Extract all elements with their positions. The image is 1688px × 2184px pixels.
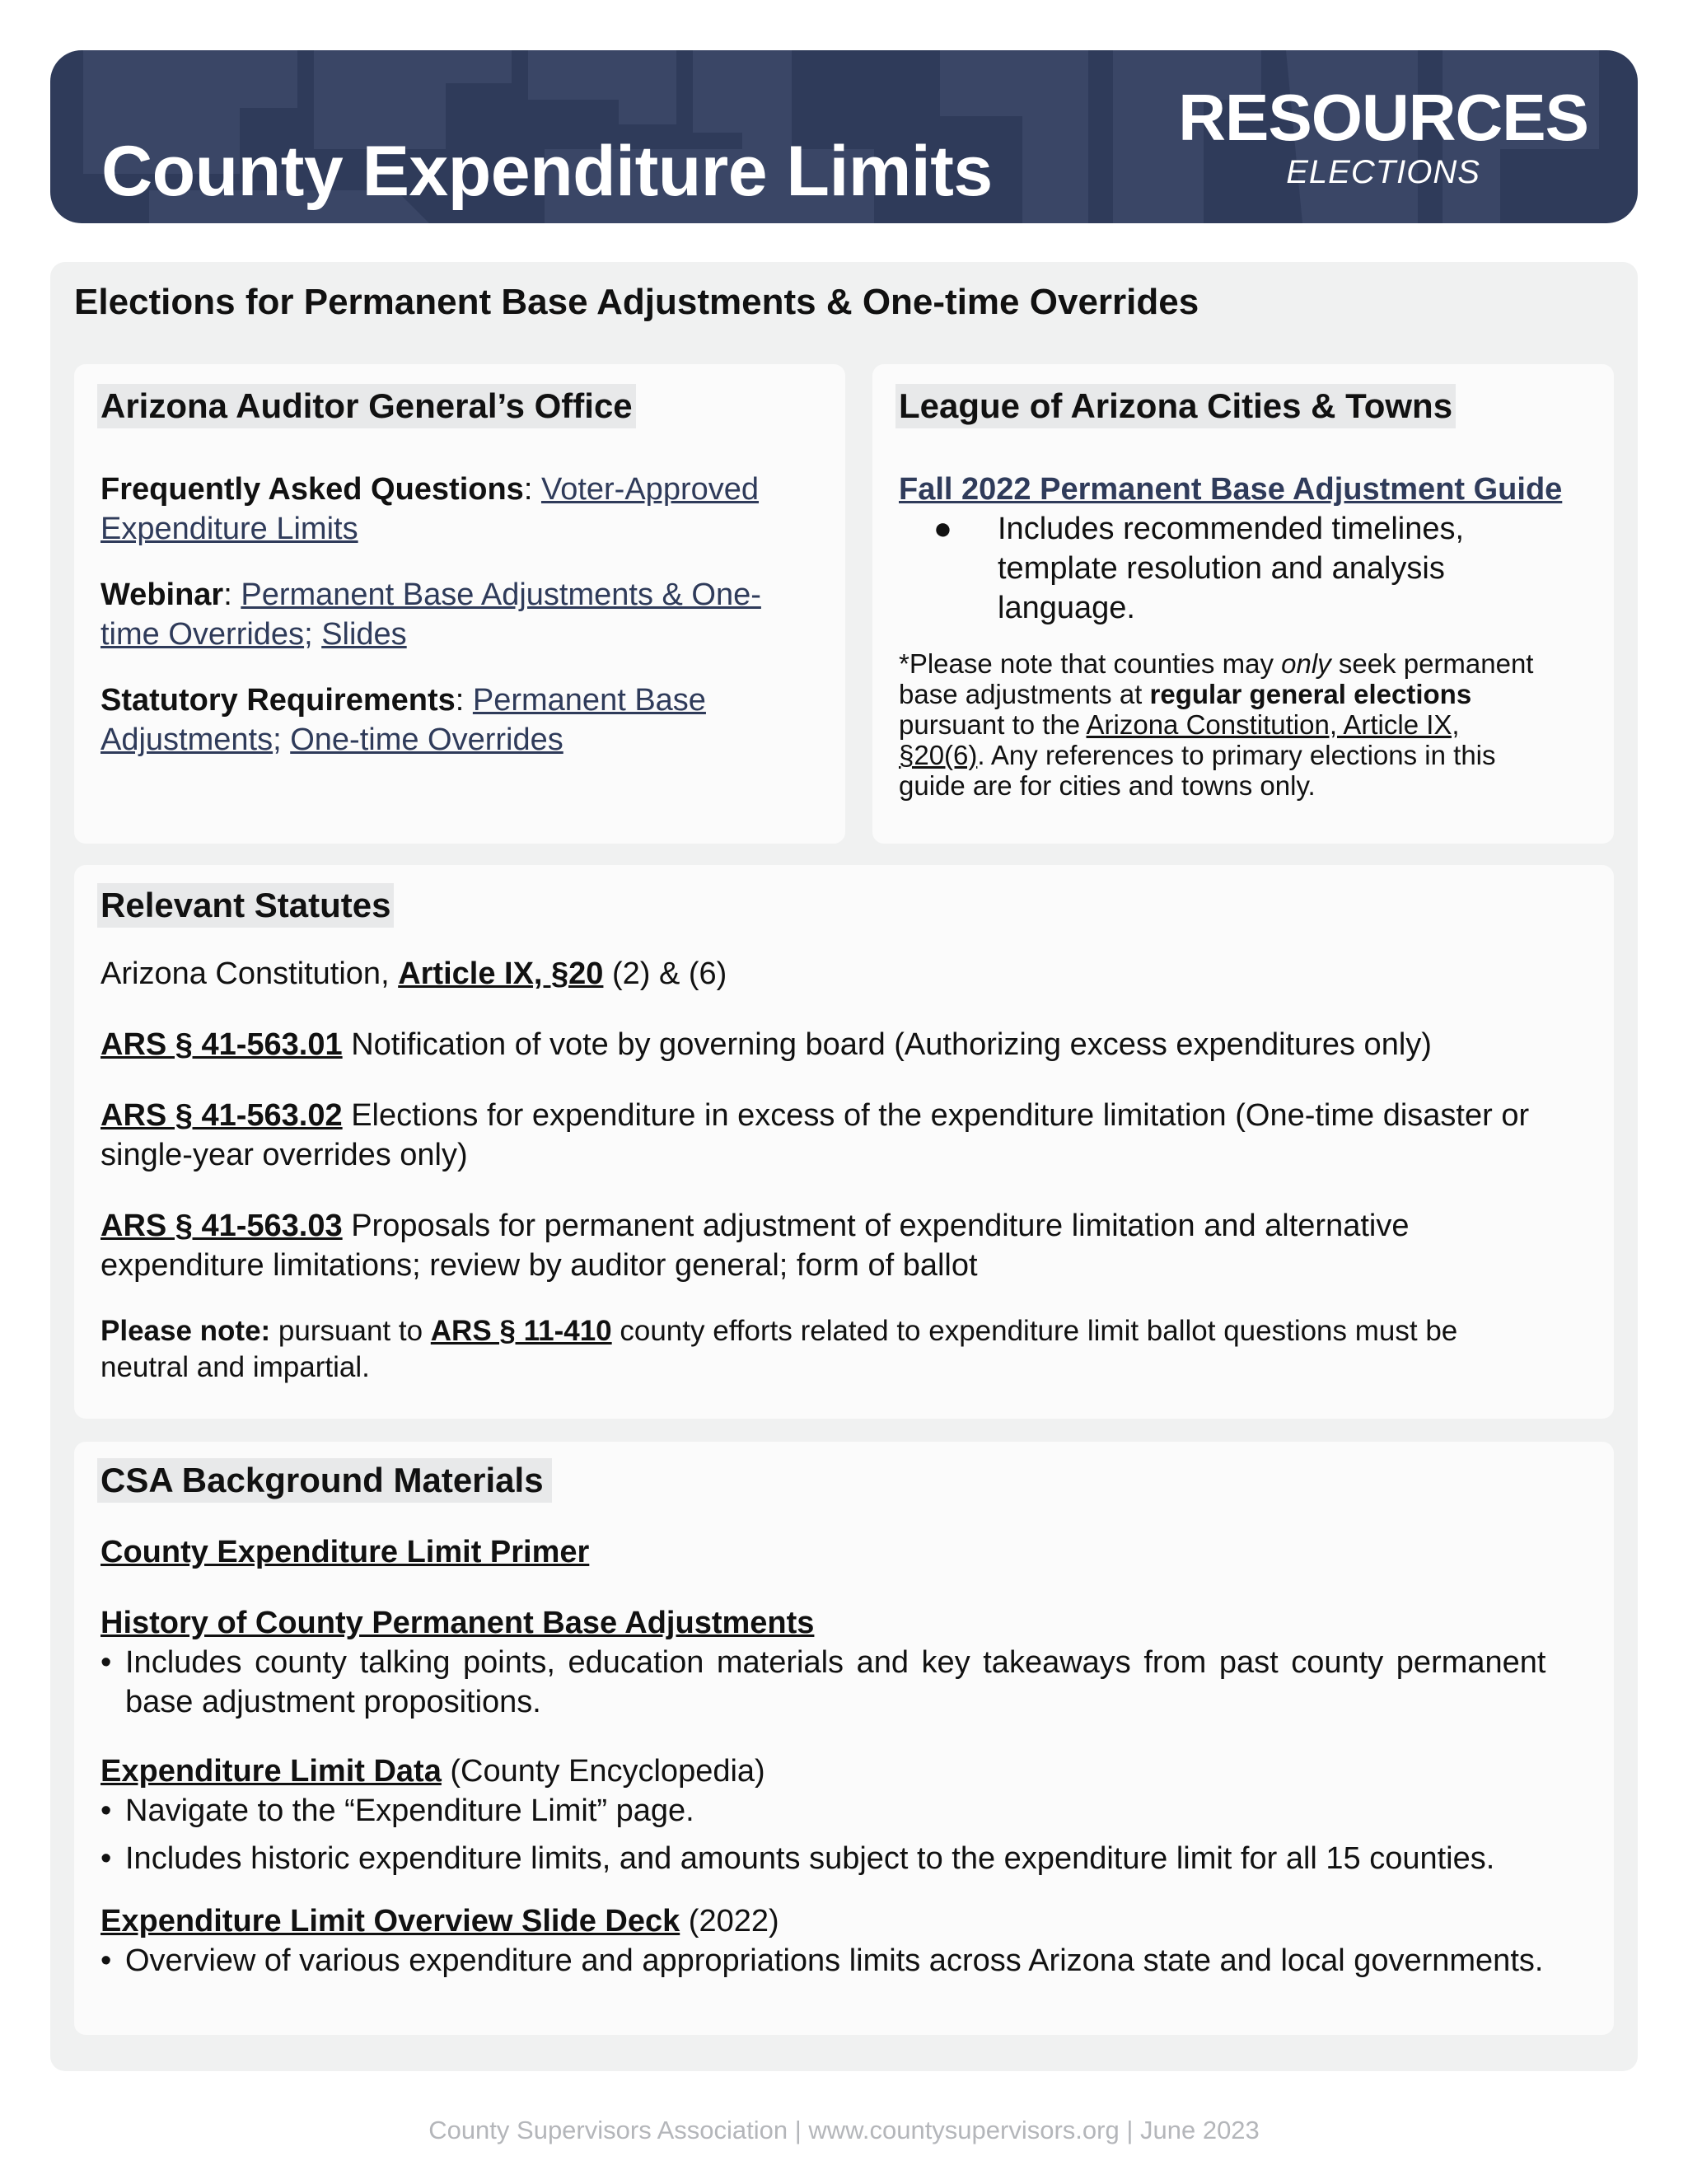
footer: County Supervisors Association | www.countysupervisors.org | June 2023 (428, 2116, 1260, 2144)
constitution-link-cont[interactable]: §20(6) (899, 740, 978, 770)
guide-bullet-line-3: language. (998, 591, 1135, 625)
data-source: (County Encyclopedia) (441, 1754, 765, 1789)
primer-item (101, 1532, 1600, 1572)
data-bullet-1-text: Navigate to the “Expenditure Limit” page. (125, 1793, 694, 1828)
note-bold: regular general elections (1149, 679, 1472, 709)
webinar-link[interactable]: Permanent Base Adjustments & One- (241, 578, 761, 612)
header-banner (50, 50, 1638, 223)
history-bullet-text (125, 1643, 1545, 1722)
section-title: Elections for Permanent Base Adjustments & One-time Overrides (74, 282, 1199, 322)
data-bullet-2-text: Includes historic expenditure limits, and amounts subject to the expenditure limit for all 15 counties. (125, 1841, 1495, 1876)
note-text-b: county efforts related to expenditure limit ballot questions must be (611, 1315, 1458, 1347)
ars-563-02-item (101, 1096, 1600, 1175)
bullet-dot: • (101, 1645, 112, 1680)
note-text-e: . Any references to primary elections in this (977, 740, 1496, 770)
ars-563-01-item (101, 1025, 1600, 1064)
constitution-item (101, 954, 1600, 994)
ars-563-02-link[interactable]: ARS § 41-563.02 (101, 1098, 343, 1133)
ars-563-02-text-cont: single-year overrides only) (101, 1138, 468, 1172)
guide-bullet-text (998, 509, 1464, 628)
page-title: County Expenditure Limits (101, 132, 993, 211)
league-card (872, 364, 1614, 844)
guide-bullet-line-2: template resolution and analysis (998, 551, 1445, 586)
webinar-separator: ; (304, 617, 313, 652)
statutory-separator: ; (273, 723, 282, 757)
ars-11-410-link[interactable]: ARS § 11-410 (430, 1315, 612, 1347)
slide-deck-year: (2022) (680, 1904, 779, 1938)
history-item (101, 1603, 1600, 1722)
csa-heading: CSA Background Materials (97, 1458, 552, 1503)
data-item (101, 1751, 1600, 1878)
note-text-d: pursuant to the (899, 709, 1087, 740)
permanent-base-link[interactable]: Permanent Base (472, 683, 706, 718)
league-heading: League of Arizona Cities & Towns (895, 384, 1456, 428)
statutes-note (101, 1313, 1600, 1386)
constitution-text: Arizona Constitution, (101, 956, 399, 991)
webinar-label: Webinar (101, 578, 224, 612)
note-emphasis: only (1281, 648, 1331, 679)
history-link[interactable]: History of County Permanent Base Adjustments (101, 1606, 815, 1640)
deck-bullet-text: Overview of various expenditure and appropriations limits across Arizona state and local governments. (125, 1943, 1544, 1978)
constitution-sections: (2) & (6) (603, 956, 727, 991)
data-bullet-2 (101, 1839, 1600, 1878)
guide-bullet-line-1: Includes recommended timelines, (998, 512, 1465, 546)
guide-item (899, 470, 1599, 628)
ars-563-01-link[interactable]: ARS § 41-563.01 (101, 1027, 343, 1062)
webinar-link-cont[interactable]: time Overrides (101, 617, 305, 652)
expenditure-data-link[interactable]: Expenditure Limit Data (101, 1754, 442, 1789)
guide-link[interactable]: Fall 2022 Permanent Base Adjustment Guide (899, 472, 1563, 507)
constitution-link[interactable]: Arizona Constitution, Article IX, (1086, 709, 1460, 740)
faq-link[interactable]: Voter-Approved (540, 472, 760, 507)
bullet-dot: • (101, 1793, 112, 1828)
slide-deck-item (101, 1901, 1600, 1981)
note-text-a: *Please note that counties may (899, 648, 1282, 679)
relevant-statutes-card (74, 865, 1614, 1419)
bullet-dot: • (101, 1841, 112, 1876)
ars-563-03-text: Proposals for permanent adjustment of expenditure limitation and alternative (342, 1209, 1410, 1243)
one-time-overrides-link[interactable]: One-time Overrides (290, 723, 563, 757)
history-bullet (101, 1643, 1600, 1722)
category-label: ELECTIONS (1286, 154, 1480, 190)
ars-563-03-item (101, 1206, 1600, 1285)
statutory-label: Statutory Requirements (101, 683, 456, 718)
note-text-f: guide are for cities and towns only. (899, 770, 1316, 801)
county-note (899, 648, 1599, 801)
history-bullet-line-2: base adjustment propositions. (125, 1685, 541, 1719)
auditor-general-card (74, 364, 845, 844)
faq-link-cont[interactable]: Expenditure Limits (101, 512, 358, 546)
slides-link[interactable]: Slides (321, 617, 407, 652)
resources-label: RESOURCES (1178, 81, 1588, 154)
ars-563-03-link[interactable]: ARS § 41-563.03 (101, 1209, 343, 1243)
auditor-heading: Arizona Auditor General’s Office (97, 384, 636, 428)
faq-label: Frequently Asked Questions (101, 472, 524, 507)
ars-563-02-text: Elections for expenditure in excess of the expenditure limitation (One-time disaster or (342, 1098, 1530, 1133)
faq-item: Frequently Asked Questions: Voter-Approved Expenditure Limits (101, 472, 760, 546)
note-label: Please note: (101, 1315, 271, 1347)
bullet-dot: • (101, 1943, 112, 1978)
note-text-c: neutral and impartial. (101, 1351, 370, 1383)
ars-563-03-text-cont: expenditure limitations; review by auditor general; form of ballot (101, 1248, 978, 1283)
article-ix-link[interactable]: Article IX, §20 (398, 956, 604, 991)
data-bullet-1 (101, 1791, 1600, 1831)
webinar-item: Webinar: Permanent Base Adjustments & One- time Overrides; Slides (101, 578, 761, 652)
guide-bullet (899, 509, 1599, 628)
note-text-a: pursuant to (270, 1315, 431, 1347)
statutes-heading: Relevant Statutes (97, 883, 394, 928)
permanent-base-link-cont[interactable]: Adjustments (101, 723, 274, 757)
note-text-b: seek permanent (1330, 648, 1534, 679)
history-bullet-line-1: Includes county talking points, education materials and key takeaways from past county permanent (125, 1645, 1546, 1680)
note-text-c: base adjustments at (899, 679, 1150, 709)
slide-deck-link[interactable]: Expenditure Limit Overview Slide Deck (101, 1904, 680, 1938)
deck-bullet (101, 1941, 1600, 1981)
bullet-dot: ● (933, 512, 952, 546)
statutory-item: Statutory Requirements: Permanent Base Adjustments; One-time Overrides (101, 683, 706, 757)
ars-563-01-text: Notification of vote by governing board (Authorizing excess expenditures only) (342, 1027, 1432, 1062)
header-category-block (1178, 81, 1588, 190)
primer-link[interactable]: County Expenditure Limit Primer (101, 1535, 590, 1569)
csa-materials-card (74, 1442, 1614, 2035)
